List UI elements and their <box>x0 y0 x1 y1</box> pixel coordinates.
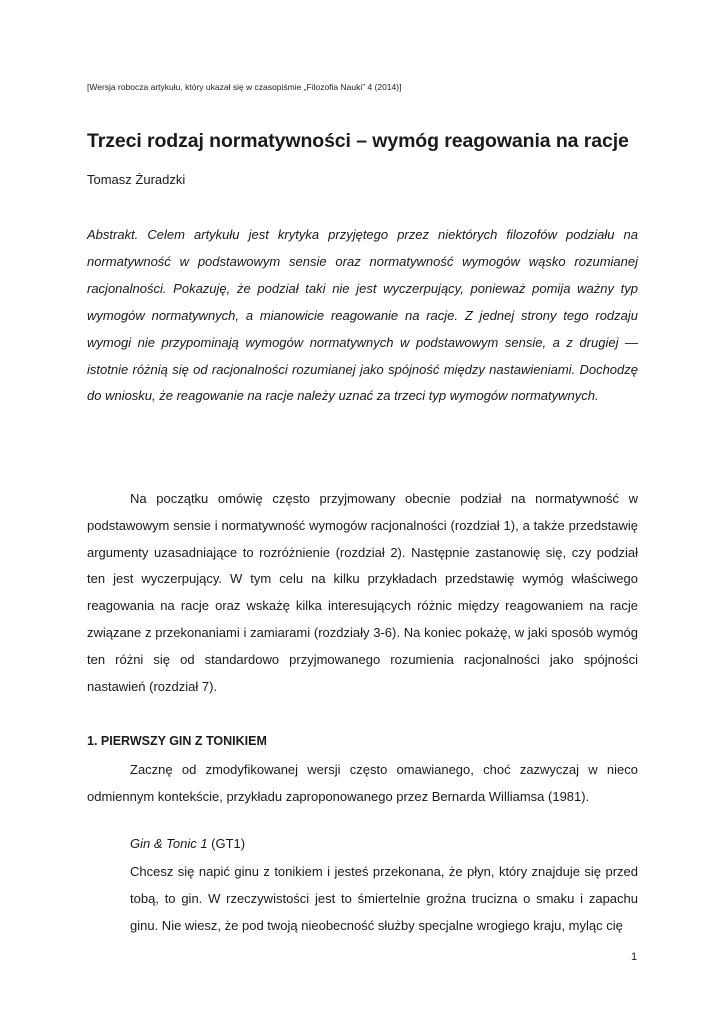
page-title: Trzeci rodzaj normatywności – wymóg reagowania na racje <box>87 130 629 152</box>
author-name: Tomasz Żuradzki <box>87 172 186 187</box>
section-paragraph: Zacznę od zmodyfikowanej wersji często omawianego, choć zazwyczaj w nieco odmiennym kontekście, przykładu zaproponowanego przez Bernarda Williamsa (1981). <box>87 762 638 804</box>
abstract-paragraph: Abstrakt. Celem artykułu jest krytyka przyjętego przez niektórych filozofów podziału na normatywność w podstawowym sensie oraz normatywność wymogów wąsko rozumianej racjonalności. Pokazuję, że podział taki nie jest wyczerpujący, ponieważ pomija ważny typ wymogów normatywnych, a mianowicie reagowanie na racje. Z jednej strony tego rodzaju wymogi nie przypominają wymogów normatywnych w podstawowym sensie, a z drugiej — istotnie różnią się od racjonalności rozumianej jako spójność między nastawieniami. Dochodzę do wniosku, że reagowanie na racje należy uznać za trzeci typ wymogów normatywnych. <box>87 227 638 404</box>
example-title <box>130 836 245 851</box>
intro-paragraph: Na początku omówię często przyjmowany obecnie podział na normatywność w podstawowym sensie i normatywność wymogów racjonalności (rozdział 1), a także przedstawię argumenty uzasadniające to rozróżnienie (rozdział 2). Następnie zastanowię się, czy podział ten jest wyczerpujący. W tym celu na kilku przykładach przedstawię wymóg właściwego reagowania na racje oraz wskażę kilka interesujących różnic między reagowaniem na racje związane z przekonaniami i zamiarami (rozdziały 3-6). Na koniec pokażę, w jaki sposób wymóg ten różni się od standardowo przyjmowanego rozumienia racjonalności jako spójności nastawień (rozdział 7). <box>87 491 638 694</box>
header-note: [Wersja robocza artykułu, który ukazał się w czasopiśmie „Filozofia Nauki” 4 (2014)] <box>87 82 402 92</box>
example-text: Chcesz się napić ginu z tonikiem i jesteś przekonana, że płyn, który znajduje się przed tobą, to gin. W rzeczywistości jest to śmiertelnie groźna trucizna o smaku i zapachu ginu. Nie wiesz, że pod twoją nieobecność służby specjalne wrogiego kraju, myląc cię <box>130 864 638 933</box>
example-title-italic: Gin & Tonic 1 <box>130 836 208 851</box>
page-number: 1 <box>631 951 638 963</box>
example-title-code: (GT1) <box>207 836 246 851</box>
section-heading: 1. PIERWSZY GIN Z TONIKIEM <box>87 734 267 748</box>
